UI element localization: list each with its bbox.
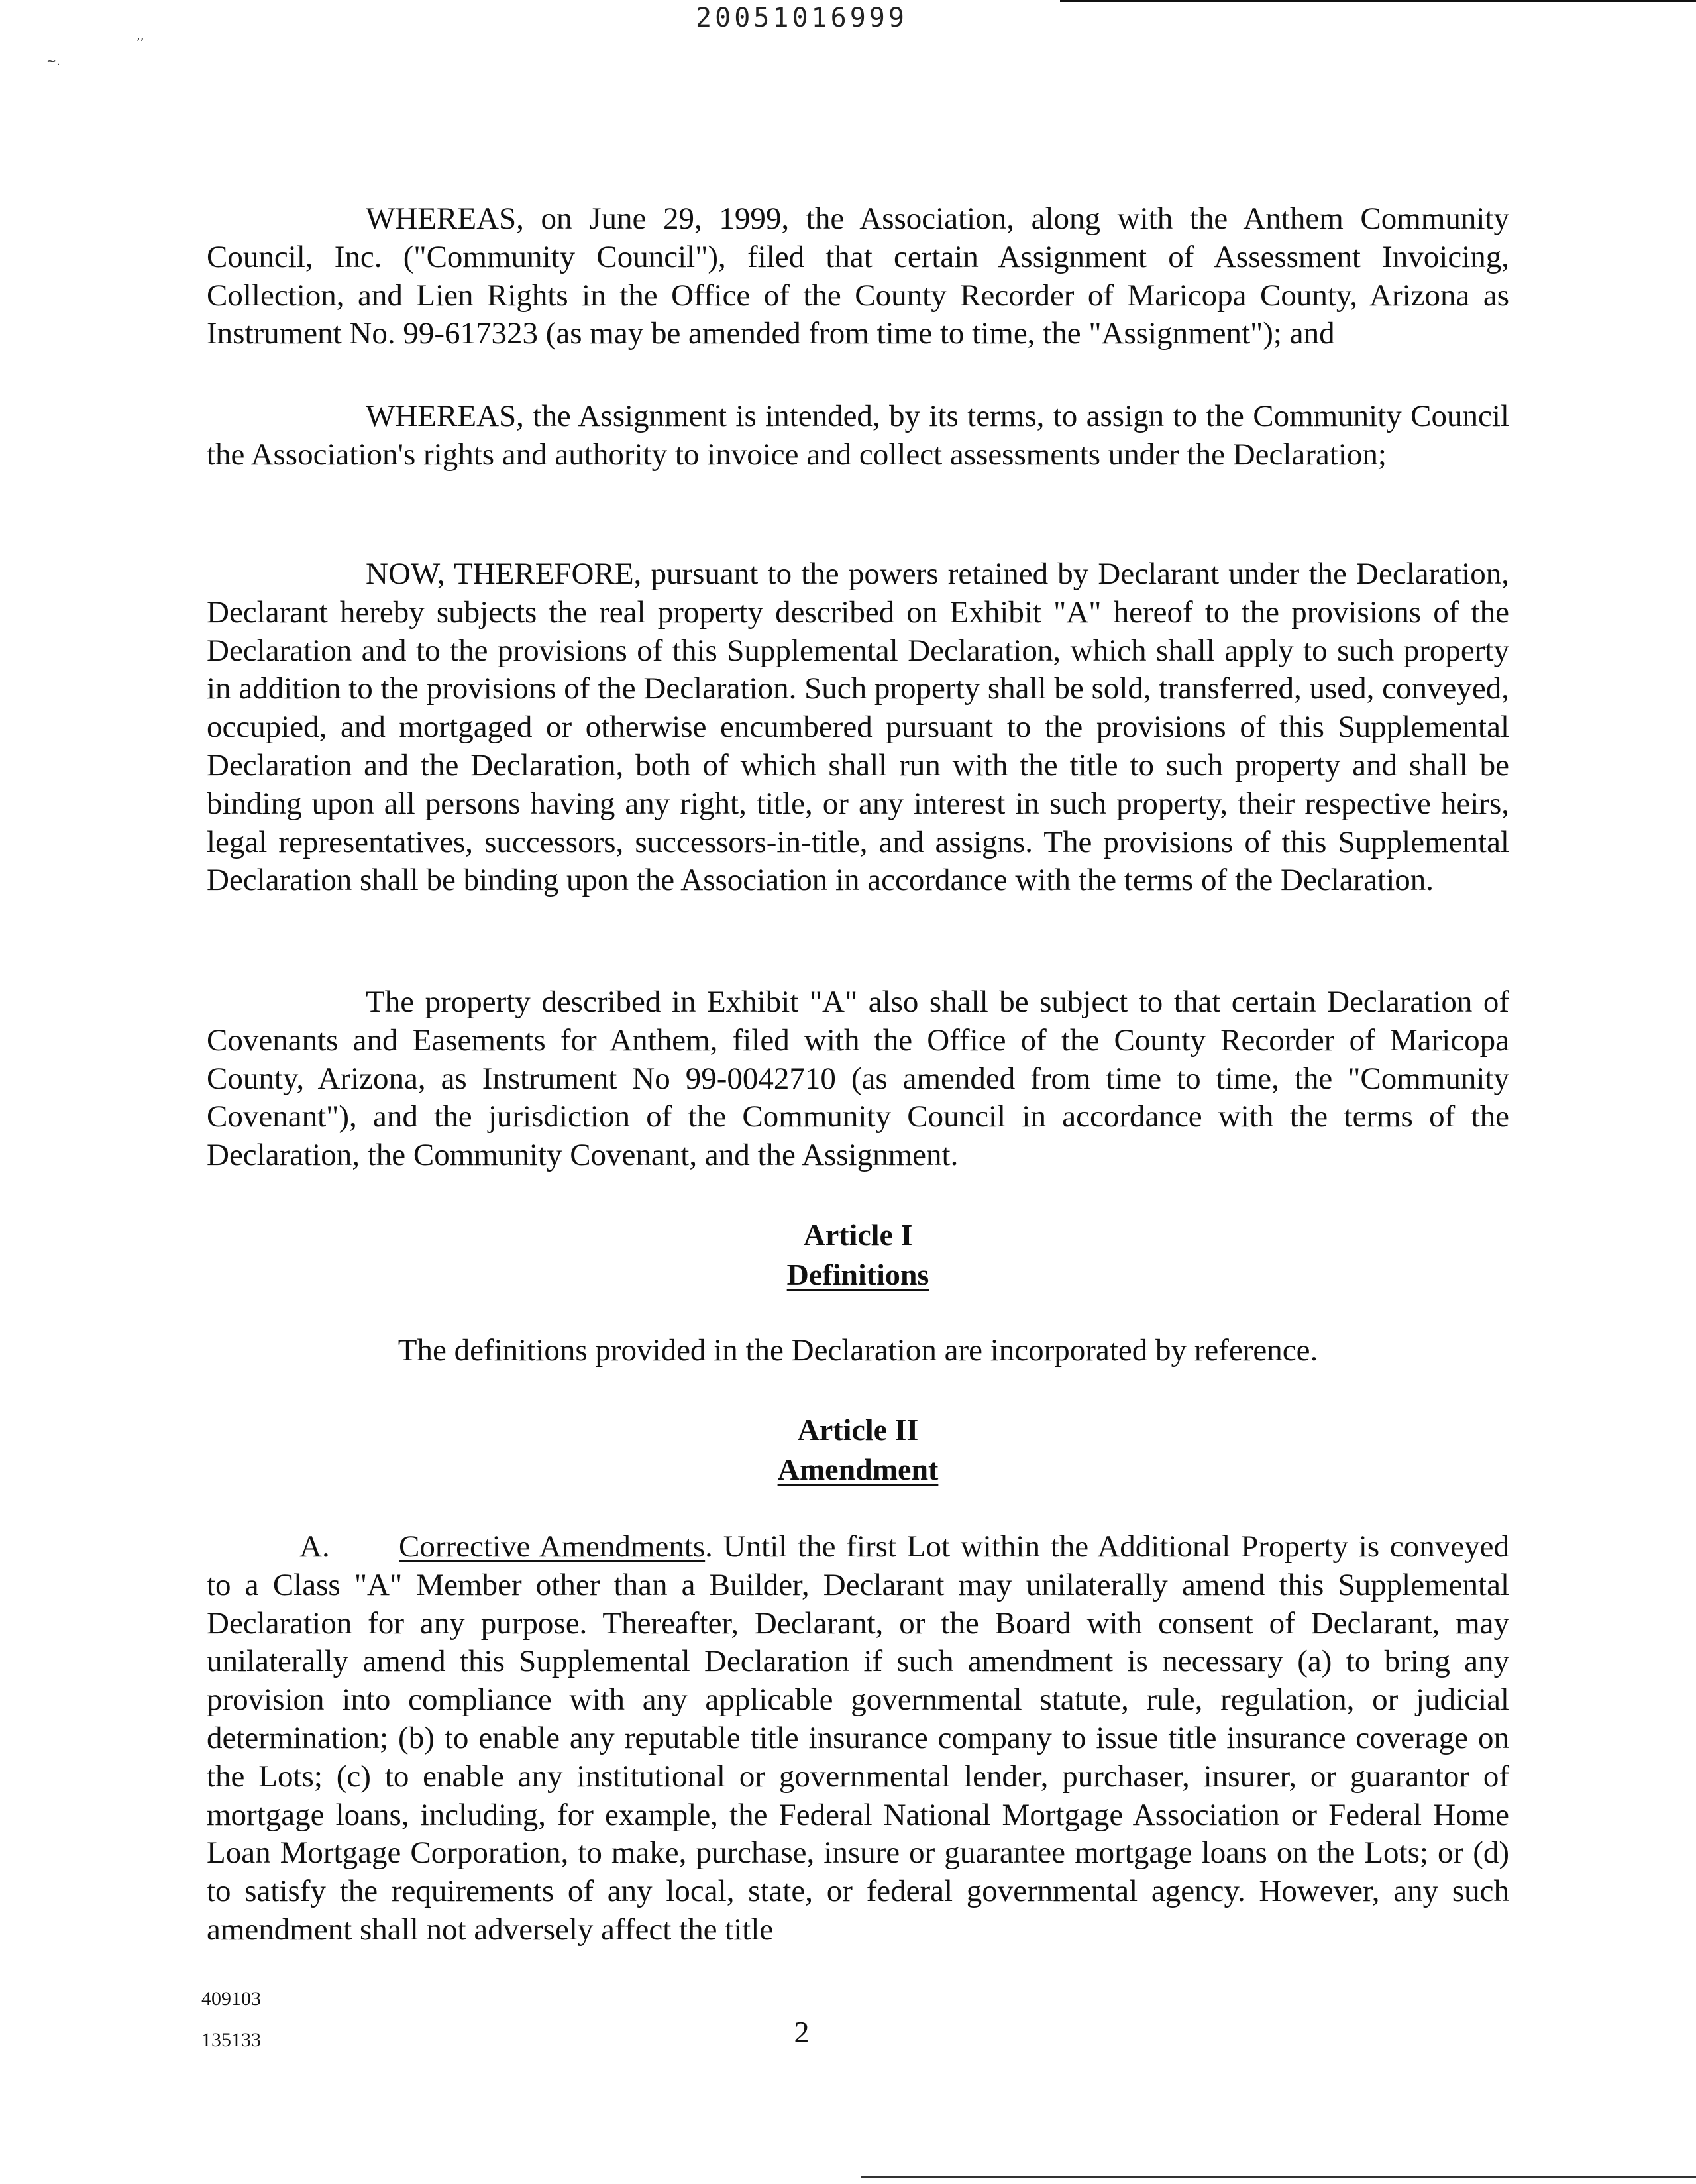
scan-mark: ~. xyxy=(46,54,60,68)
paragraph-community-covenant xyxy=(207,983,1509,1175)
footer-codes xyxy=(201,1979,261,2061)
article-2-number: Article II xyxy=(797,1413,919,1447)
paragraph-text: WHEREAS, on June 29, 1999, the Association, along with the Anthem Community Council, Inc. ("Community Council"), filed that certain Assignment of Assessment Invoicing, Collection, and Lien Rights in the Office of the County Recorder of Maricopa County, Arizona as Instrument No. 99-617323 (as may be amended from time to time, the "Assignment"); and xyxy=(207,201,1509,351)
paragraph-definitions: The definitions provided in the Declaration are incorporated by reference. xyxy=(398,1333,1318,1368)
paragraph-text: The property described in Exhibit "A" also shall be subject to that certain Declaration of Covenants and Easements for Anthem, filed with the Office of the County Recorder of Maricopa County, Arizona, as Instrument No 99-0042710 (as amended from time to time, the "Community Covenant"), and the jurisdiction of the Community Council in accordance with the terms of the Declaration, the Community Covenant, and the Assignment. xyxy=(207,985,1509,1173)
bottom-rule xyxy=(861,2176,1696,2178)
document-number: 20051016999 xyxy=(696,3,908,33)
article-2-title: Amendment xyxy=(777,1452,939,1486)
article-2-heading xyxy=(207,1410,1509,1490)
paragraph-now-therefore xyxy=(207,555,1509,900)
page-number: 2 xyxy=(794,2015,810,2049)
footer-code: 409103 xyxy=(201,1988,261,2010)
paragraph-text: NOW, THEREFORE, pursuant to the powers retained by Declarant under the Declaration, Declarant hereby subjects the real property described on Exhibit "A" hereof to the provisions of the Declaration and to the provisions of this Supplemental Declaration, which shall apply to such property in addition to the provisions of the Declaration. Such property shall be sold, transferred, used, conveyed, occupied, and mortgaged or otherwise encumbered pursuant to the provisions of this Supplemental Declaration and the Declaration, both of which shall run with the title to such property and shall be binding upon all persons having any right, title, or any interest in such property, their respective heirs, legal representatives, successors, successors-in-title, and assigns. The provisions of this Supplemental Declaration shall be binding upon the Association in accordance with the terms of the Declaration. xyxy=(207,557,1509,898)
paragraph-whereas-assignment xyxy=(207,200,1509,353)
footer-code: 135133 xyxy=(201,2029,261,2051)
article-1-heading xyxy=(207,1215,1509,1295)
paragraph-text: . Until the first Lot within the Additional Property is conveyed to a Class "A" Member other than a Builder, Declarant may unilaterally amend this Supplemental Declaration for any purpose. Thereafter, Declarant, or the Board with consent of Declarant, may unilaterally amend this Supplemental Declaration if such amendment is necessary (a) to bring any provision into compliance with any applicable governmental statute, rule, regulation, or judicial determination; (b) to enable any reputable title insurance company to issue title insurance coverage on the Lots; (c) to enable any institutional or governmental lender, purchaser, insurer, or guarantor of mortgage loans, including, for example, the Federal National Mortgage Association or Federal Home Loan Mortgage Corporation, to make, purchase, insure or guarantee mortgage loans on the Lots; or (d) to satisfy the requirements of any local, state, or federal governmental agency. However, any such amendment shall not adversely affect the title xyxy=(207,1529,1510,1947)
paragraph-corrective-amendments xyxy=(207,1528,1509,1949)
article-1-number: Article I xyxy=(803,1218,913,1252)
scan-mark: ,, xyxy=(136,29,144,43)
item-label: A. xyxy=(299,1529,330,1564)
paragraph-whereas-intent xyxy=(207,398,1509,474)
section-title: Corrective Amendments xyxy=(399,1529,706,1564)
article-1-title: Definitions xyxy=(786,1258,929,1291)
paragraph-text: WHEREAS, the Assignment is intended, by its terms, to assign to the Community Council the Association's rights and authority to invoice and collect assessments under the Declaration; xyxy=(207,399,1509,472)
top-rule xyxy=(1060,0,1696,2)
